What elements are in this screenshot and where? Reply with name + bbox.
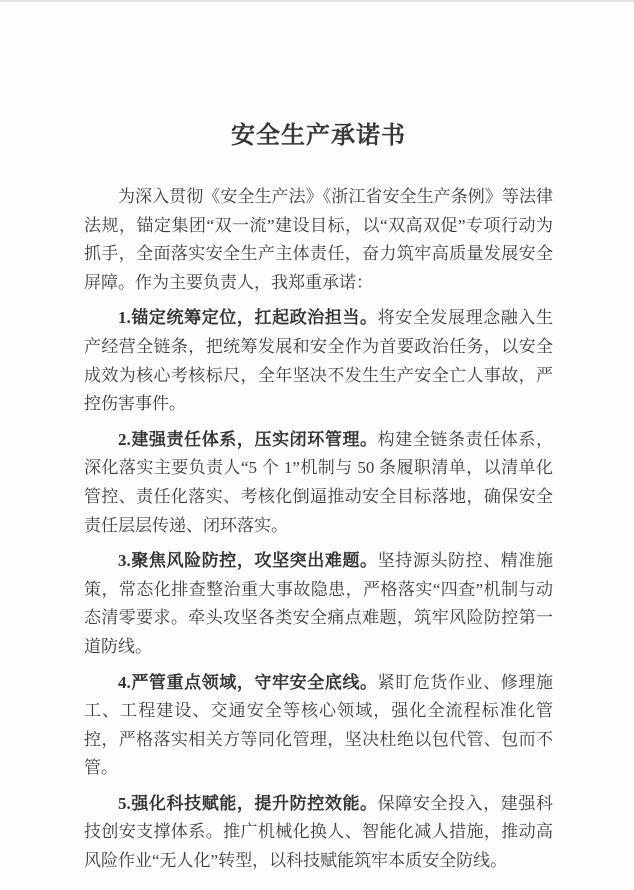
commitment-item-5 bbox=[84, 790, 553, 876]
commitment-item-4-lead: 4.严管重点领域，守牢安全底线。 bbox=[118, 672, 378, 692]
intro-paragraph: 为深入贯彻《安全生产法》《浙江省安全生产条例》等法律法规，锚定集团“双一流”建设目标，以“双高双促”专项行动为抓手，全面落实安全生产主体责任，奋力筑牢高质量发展安全屏障。作为主要负责人，我郑重承诺： bbox=[84, 187, 553, 292]
commitment-item-2-lead: 2.建强责任体系，压实闭环管理。 bbox=[118, 429, 378, 449]
document-body bbox=[0, 2, 634, 876]
commitment-item-1-body: 将安全发展理念融入生产经营全链条，把统筹发展和安全作为首要政治任务，以安全成效为核心考核标尺，全年坚决不发生生产安全亡人事故，严控伤害事件。 bbox=[84, 308, 553, 414]
commitment-item-2 bbox=[84, 426, 553, 540]
commitment-item-2-body: 构建全链条责任体系，深化落实主要负责人“5 个 1”机制与 50 条履职清单，以清单化管控、责任化落实、考核化倒逼推动安全目标落地，确保安全责任层层传递、闭环落实。 bbox=[84, 429, 553, 535]
commitment-item-5-lead: 5.强化科技赋能，提升防控效能。 bbox=[118, 793, 378, 813]
commitment-item-3-lead: 3.聚焦风险防控，攻坚突出难题。 bbox=[118, 551, 378, 571]
commitment-item-1-lead: 1.锚定统筹定位，扛起政治担当。 bbox=[118, 308, 378, 328]
commitment-item-3 bbox=[84, 547, 553, 661]
commitment-item-4 bbox=[84, 669, 553, 783]
commitment-item-4-body: 紧盯危货作业、修理施工、工程建设、交通安全等核心领域，强化全流程标准化管控，严格落实相关方等同化管理，坚决杜绝以包代管、包而不管。 bbox=[84, 672, 553, 778]
commitment-item-5-body: 保障安全投入，建强科技创安支撑体系。推广机械化换人、智能化减人措施，推动高风险作业“无人化”转型，以科技赋能筑牢本质安全防线。 bbox=[84, 793, 553, 871]
commitment-item-3-body: 坚持源头防控、精准施策，常态化排查整治重大事故隐患，严格落实“四查”机制与动态清零要求。牵头攻坚各类安全痛点难题，筑牢风险防控第一道防线。 bbox=[84, 551, 553, 656]
document-title: 安全生产承诺书 bbox=[231, 123, 406, 149]
commitment-item-1 bbox=[84, 304, 553, 418]
